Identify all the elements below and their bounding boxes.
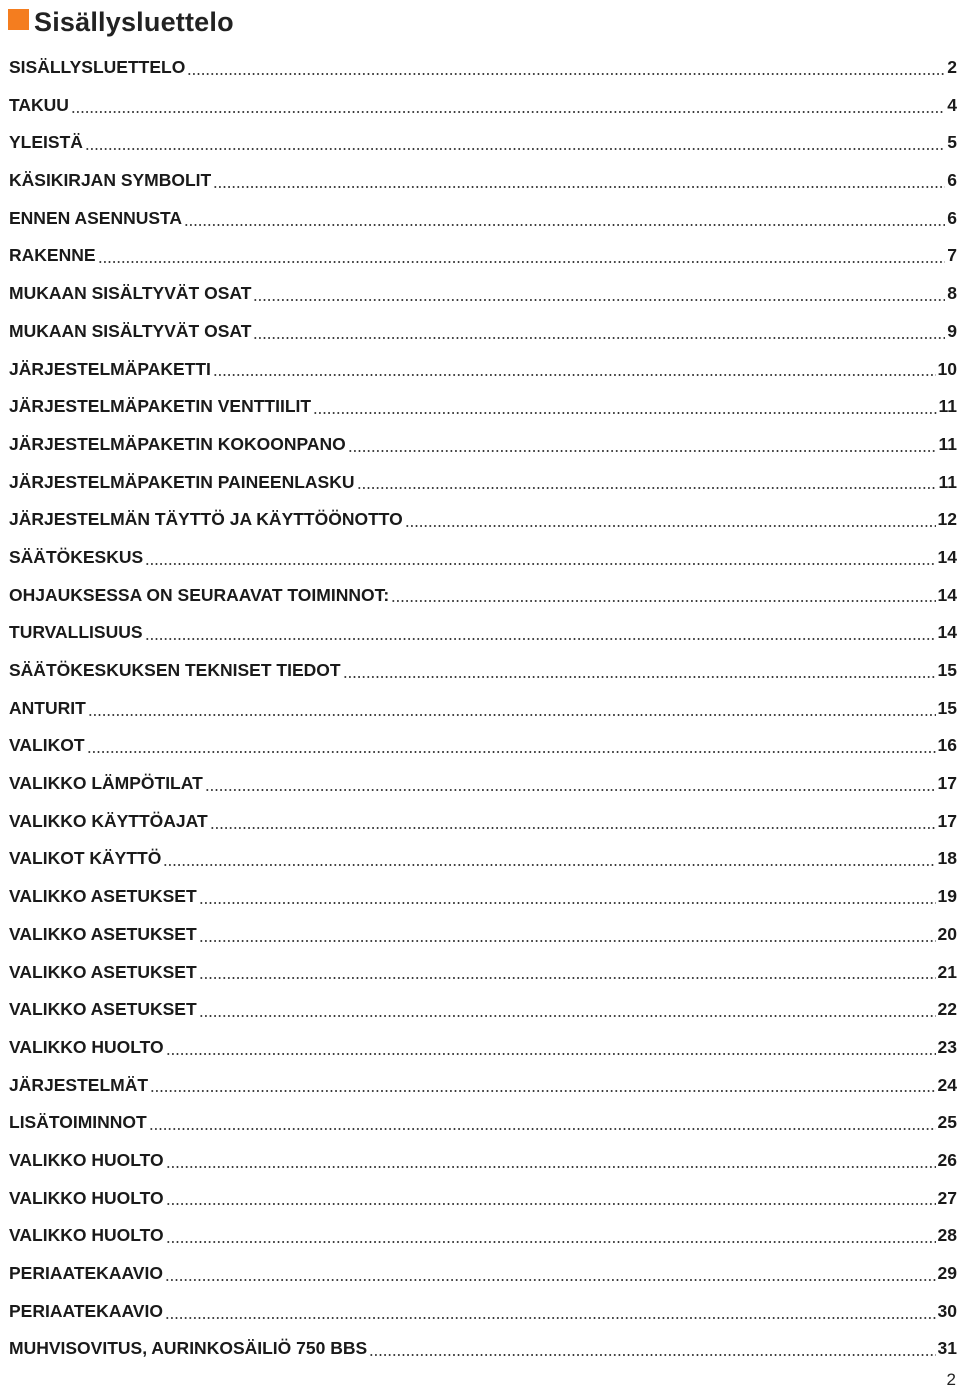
toc-entry-page: 6 xyxy=(947,207,957,228)
toc-entry-label: VALIKKO HUOLTO xyxy=(9,1225,164,1246)
toc-leader-dots xyxy=(405,512,936,528)
toc-entry[interactable] xyxy=(9,878,957,916)
toc-leader-dots xyxy=(166,1040,936,1056)
toc-entry-label: VALIKKO ASETUKSET xyxy=(9,961,197,982)
toc-entry-page: 23 xyxy=(937,1036,957,1057)
toc-leader-dots xyxy=(213,173,945,189)
toc-leader-dots xyxy=(187,60,945,76)
toc-entry-page: 6 xyxy=(947,170,957,191)
toc-entry[interactable] xyxy=(9,652,957,690)
toc-entry-label: VALIKKO ASETUKSET xyxy=(9,999,197,1020)
toc-entry-label: OHJAUKSESSA ON SEURAAVAT TOIMINNOT: xyxy=(9,584,390,605)
toc-entry[interactable] xyxy=(9,727,957,765)
toc-entry-page: 7 xyxy=(947,245,957,266)
toc-entry-page: 22 xyxy=(937,999,957,1020)
toc-leader-dots xyxy=(253,286,945,302)
toc-entry-page: 15 xyxy=(937,660,957,680)
toc-entry[interactable] xyxy=(9,803,957,841)
toc-entry-page: 2 xyxy=(947,57,957,77)
toc-leader-dots xyxy=(166,1228,936,1244)
toc-entry-page: 17 xyxy=(937,773,957,794)
toc-entry[interactable] xyxy=(9,200,957,238)
toc-leader-dots xyxy=(343,663,936,679)
toc-leader-dots xyxy=(205,776,936,792)
page-header xyxy=(8,4,234,40)
toc-leader-dots xyxy=(88,701,936,717)
toc-entry-label: VALIKKO ASETUKSET xyxy=(9,886,197,907)
toc-entry-page: 26 xyxy=(937,1149,957,1170)
toc-entry-page: 27 xyxy=(937,1187,957,1208)
page-title: Sisällysluettelo xyxy=(34,6,234,37)
toc-entry[interactable] xyxy=(9,1255,957,1293)
toc-leader-dots xyxy=(85,135,945,151)
toc-entry-label: MUKAAN SISÄLTYVÄT OSAT xyxy=(9,283,252,304)
toc-leader-dots xyxy=(145,625,936,641)
toc-leader-dots xyxy=(165,1266,936,1282)
toc-entry-label: VALIKKO HUOLTO xyxy=(9,1187,164,1208)
toc-entry-page: 15 xyxy=(937,697,957,718)
toc-entry[interactable] xyxy=(9,539,957,577)
toc-leader-dots xyxy=(98,248,946,264)
toc-entry[interactable] xyxy=(9,614,957,652)
toc-entry[interactable] xyxy=(9,690,957,728)
toc-entry[interactable] xyxy=(9,426,957,464)
toc-entry[interactable] xyxy=(9,313,957,351)
toc-entry-label: SÄÄTÖKESKUKSEN TEKNISET TIEDOT xyxy=(9,660,341,680)
toc-entry-page: 9 xyxy=(947,320,957,341)
toc-entry-page: 19 xyxy=(937,886,957,907)
orange-square-icon xyxy=(8,9,29,30)
toc-entry-page: 10 xyxy=(937,358,957,379)
toc-leader-dots xyxy=(313,399,936,415)
toc-entry[interactable] xyxy=(9,237,957,275)
toc-entry-label: VALIKKO HUOLTO xyxy=(9,1149,164,1170)
toc-entry-page: 30 xyxy=(937,1300,957,1321)
toc-entry[interactable] xyxy=(9,388,957,426)
toc-entry-label: JÄRJESTELMÄPAKETIN KOKOONPANO xyxy=(9,433,346,454)
toc-leader-dots xyxy=(150,1077,935,1093)
toc-entry-page: 14 xyxy=(937,546,957,567)
toc-entry-page: 11 xyxy=(938,396,957,417)
toc-entry-label: PERIAATEKAAVIO xyxy=(9,1300,163,1321)
toc-entry-label: SISÄLLYSLUETTELO xyxy=(9,57,186,77)
toc-leader-dots xyxy=(166,1153,936,1169)
toc-entry[interactable] xyxy=(9,464,957,502)
toc-entry-label: VALIKKO KÄYTTÖAJAT xyxy=(9,810,208,831)
toc-entry[interactable] xyxy=(9,1142,957,1180)
toc-leader-dots xyxy=(166,1190,936,1206)
page-number: 2 xyxy=(946,1370,956,1389)
toc-entry-page: 14 xyxy=(937,584,957,605)
toc-entry[interactable] xyxy=(9,87,957,125)
toc-entry-label: KÄSIKIRJAN SYMBOLIT xyxy=(9,170,212,191)
toc-entry[interactable] xyxy=(9,124,957,162)
toc-entry[interactable] xyxy=(9,1029,957,1067)
toc-entry-page: 18 xyxy=(937,848,957,869)
toc-entry[interactable] xyxy=(9,1293,957,1331)
toc-entry-page: 14 xyxy=(937,622,957,643)
toc-entry-page: 5 xyxy=(947,132,957,153)
toc-entry-page: 11 xyxy=(938,471,957,492)
toc-entry-page: 16 xyxy=(937,735,957,756)
toc-entry[interactable] xyxy=(9,1217,957,1255)
toc-entry-page: 28 xyxy=(937,1225,957,1246)
toc-entry[interactable] xyxy=(9,840,957,878)
toc-entry-page: 31 xyxy=(937,1338,957,1359)
toc-entry[interactable] xyxy=(9,991,957,1029)
toc-entry-page: 20 xyxy=(937,923,957,944)
toc-entry-label: VALIKKO ASETUKSET xyxy=(9,923,197,944)
toc-entry[interactable] xyxy=(9,954,957,992)
toc-entry[interactable] xyxy=(9,1104,957,1142)
toc-leader-dots xyxy=(149,1115,936,1131)
toc-entry-label: JÄRJESTELMÄPAKETTI xyxy=(9,358,211,379)
toc-entry-label: VALIKKO HUOLTO xyxy=(9,1036,164,1057)
toc-entry-label: VALIKOT KÄYTTÖ xyxy=(9,848,162,869)
toc-entry-label: JÄRJESTELMÄN TÄYTTÖ JA KÄYTTÖÖNOTTO xyxy=(9,509,403,530)
toc-entry-page: 17 xyxy=(937,810,957,831)
toc-entry-label: ANTURIT xyxy=(9,697,86,718)
toc-entry-page: 8 xyxy=(947,283,957,304)
toc-entry[interactable] xyxy=(9,577,957,615)
toc-leader-dots xyxy=(184,211,945,227)
toc-entry-page: 21 xyxy=(937,961,957,982)
toc-entry[interactable] xyxy=(9,501,957,539)
toc-entry-label: TAKUU xyxy=(9,94,69,115)
toc-leader-dots xyxy=(87,738,936,754)
toc-entry-page: 12 xyxy=(937,509,957,530)
toc-entry[interactable] xyxy=(9,765,957,803)
toc-entry-page: 24 xyxy=(937,1074,957,1095)
toc-leader-dots xyxy=(145,550,935,566)
toc-leader-dots xyxy=(253,324,945,340)
toc-entry-label: MUKAAN SISÄLTYVÄT OSAT xyxy=(9,320,252,341)
toc-entry[interactable] xyxy=(9,49,957,87)
toc-entry-label: PERIAATEKAAVIO xyxy=(9,1263,163,1283)
toc-leader-dots xyxy=(199,964,936,980)
toc-entry[interactable] xyxy=(9,1330,957,1368)
toc-leader-dots xyxy=(348,437,937,453)
toc-entry[interactable] xyxy=(9,916,957,954)
toc-entry[interactable] xyxy=(9,1180,957,1218)
toc-entry-label: YLEISTÄ xyxy=(9,132,83,153)
toc-leader-dots xyxy=(213,361,936,377)
toc-entry[interactable] xyxy=(9,1067,957,1105)
toc-entry-label: MUHVISOVITUS, AURINKOSÄILIÖ 750 BBS xyxy=(9,1338,368,1359)
toc-entry-label: TURVALLISUUS xyxy=(9,622,143,643)
toc-entry-page: 4 xyxy=(947,94,957,115)
toc-entry-label: JÄRJESTELMÄT xyxy=(9,1074,149,1095)
toc-leader-dots xyxy=(71,98,945,114)
toc-leader-dots xyxy=(210,814,936,830)
table-of-contents xyxy=(9,49,957,1368)
toc-leader-dots xyxy=(199,889,936,905)
toc-entry-label: JÄRJESTELMÄPAKETIN PAINEENLASKU xyxy=(9,471,355,492)
toc-entry-page: 25 xyxy=(937,1112,957,1133)
toc-leader-dots xyxy=(199,927,936,943)
toc-leader-dots xyxy=(369,1341,935,1357)
toc-entry-label: SÄÄTÖKESKUS xyxy=(9,546,144,567)
toc-leader-dots xyxy=(199,1002,936,1018)
toc-entry-label: LISÄTOIMINNOT xyxy=(9,1112,147,1133)
toc-entry[interactable] xyxy=(9,162,957,200)
toc-leader-dots xyxy=(165,1304,936,1320)
toc-leader-dots xyxy=(163,851,935,867)
toc-entry[interactable] xyxy=(9,275,957,313)
toc-entry-label: VALIKOT xyxy=(9,735,85,756)
toc-entry-label: RAKENNE xyxy=(9,245,96,266)
toc-leader-dots xyxy=(357,474,937,490)
toc-entry-label: VALIKKO LÄMPÖTILAT xyxy=(9,773,203,794)
toc-entry-page: 29 xyxy=(937,1263,957,1283)
toc-entry[interactable] xyxy=(9,351,957,389)
toc-entry-label: ENNEN ASENNUSTA xyxy=(9,207,183,228)
toc-entry-page: 11 xyxy=(938,433,957,454)
toc-leader-dots xyxy=(391,587,935,603)
toc-entry-label: JÄRJESTELMÄPAKETIN VENTTIILIT xyxy=(9,396,312,417)
